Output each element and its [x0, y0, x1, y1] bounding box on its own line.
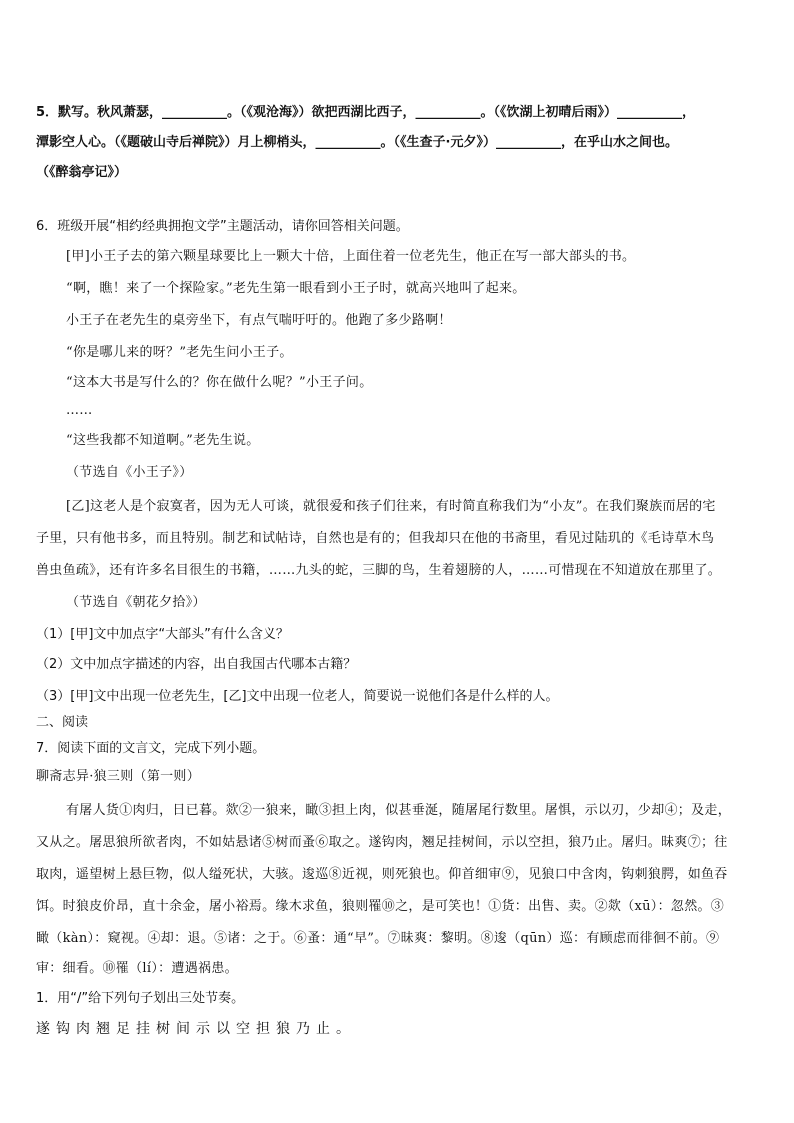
- q5-line-2: 潭影空人心。（《题破山寺后禅院》）月上柳梢头，__________。（《生查子·元夕》）__________，在乎山水之间也。: [36, 135, 678, 150]
- q7-passage-line: 有屠人货①肉归，日已暮。欻②一狼来，瞰③担上肉，似甚垂涎，随屠尾行数里。屠惧，示以刃，少却④；及走，: [66, 803, 732, 818]
- q7-passage-title: 聊斋志异·狼三则（第一则）: [36, 769, 201, 784]
- q7-passage-line: 饵。时狼皮价昂，直十余金，屠小裕焉。缘木求鱼，狼则罹⑩之，是可笑也！①货：出售、卖。②欻（xū）：忽然。③: [36, 899, 725, 914]
- q6-yi-line: 兽虫鱼疏》，还有许多名目很生的书籍，……九头的蛇，三脚的鸟，生着翅膀的人，……可惜现在不知道放在那里了。: [36, 563, 722, 578]
- q6-intro: 6．班级开展“相约经典拥抱文学”主题活动，请你回答相关问题。: [36, 219, 409, 234]
- q6-yi-line: 子里，只有他书多，而且特别。制艺和试帖诗，自然也是有的；但我却只在他的书斋里，看见过陆玑的《毛诗草木鸟: [36, 531, 715, 546]
- q5-line-3: （《醉翁亭记》）: [36, 165, 128, 180]
- q6-jia-source: （节选自《小王子》）: [66, 465, 193, 480]
- q6-jia-line: “啊，瞧！来了一个探险家。”老先生第一眼看到小王子时，就高兴地叫了起来。: [66, 281, 526, 296]
- q7-passage-line: 瞰（kàn）：窥视。④却：退。⑤诸：之于。⑥蚤：通“早”。⑦昧爽：黎明。⑧逡（qūn）巡：有顾虑而徘徊不前。⑨: [36, 931, 720, 946]
- q7-passage-line: 取肉，遥望树上悬巨物，似人缢死状，大骇。逡巡⑧近视，则死狼也。仰首细审⑨，见狼口中含肉，钩刺狼腭，如鱼吞: [36, 867, 728, 882]
- q7-passage-line: 审：细看。⑩罹（lí）：遭遇祸患。: [36, 961, 238, 976]
- q7-sub-question-1: 1．用“/”给下列句子划出三处节奏。: [36, 991, 245, 1006]
- section-heading: 二、阅读: [36, 715, 89, 730]
- q6-jia-line: [甲]小王子去的第六颗星球要比上一颗大十倍，上面住着一位老先生，他正在写一部大部头的书。: [66, 249, 636, 264]
- q6-sub-question-2: （2）文中加点字描述的内容，出自我国古代哪本古籍？: [36, 657, 357, 672]
- q6-yi-line: [乙]这老人是个寂寞者，因为无人可谈，就很爱和孩子们往来，有时简直称我们为“小友”。在我们聚族而居的宅: [66, 499, 716, 514]
- q6-jia-line: “你是哪儿来的呀？”老先生问小王子。: [66, 345, 293, 360]
- q7-sentence: 遂钩肉翘足挂树间示以空担狼乃止。: [36, 1021, 356, 1037]
- q6-jia-line: 小王子在老先生的桌旁坐下，有点气喘吁吁的。他跑了多少路啊！: [66, 313, 452, 328]
- q6-jia-line: ……: [66, 403, 93, 418]
- q6-sub-question-3: （3）[甲]文中出现一位老先生，[乙]文中出现一位老人，简要说一说他们各是什么样的人。: [36, 689, 559, 704]
- q6-sub-question-1: （1）[甲]文中加点字“大部头”有什么含义？: [36, 627, 289, 642]
- q7-passage-line: 又从之。屠思狼所欲者肉，不如姑悬诸⑤树而蚤⑥取之。遂钩肉，翘足挂树间，示以空担，狼乃止。屠归。昧爽⑦；往: [36, 835, 728, 850]
- q5-line-1: 5．默写。秋风萧瑟，__________。（《观沧海》）欲把西湖比西子，__________。（《饮湖上初晴后雨》）__________，: [36, 105, 696, 120]
- q6-jia-line: “这些我都不知道啊。”老先生说。: [66, 433, 260, 448]
- q7-intro: 7．阅读下面的文言文，完成下列小题。: [36, 741, 266, 756]
- q6-yi-source: （节选自《朝花夕拾》）: [66, 595, 206, 610]
- q6-jia-line: “这本大书是写什么的？你在做什么呢？”小王子问。: [66, 375, 373, 390]
